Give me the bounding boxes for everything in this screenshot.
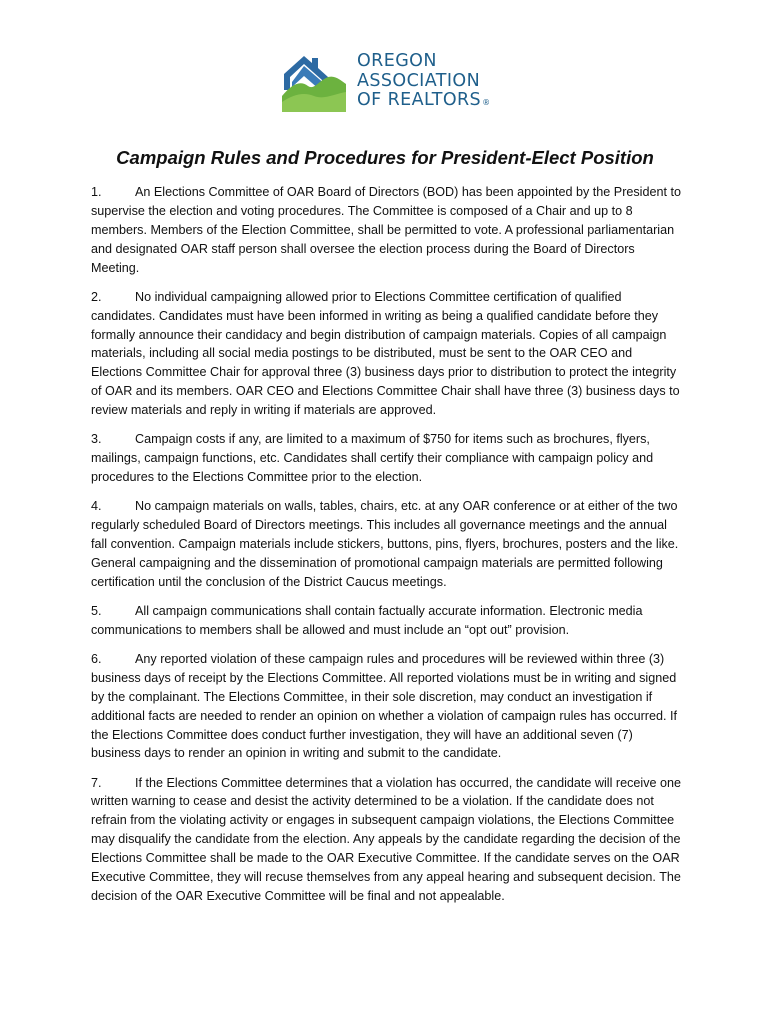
logo-wordmark: [357, 52, 490, 111]
rule-item: [91, 602, 686, 640]
rule-number: 4.: [91, 499, 102, 514]
rule-item: [91, 650, 686, 763]
rule-text: An Elections Committee of OAR Board of Directors (BOD) has been appointed by the President to supervise the election and voting procedures. The Committee is composed of a Chair and up to 8 members. Members of the Election Committee, shall be permitted to vote. A professional parliamentarian and designated OAR staff person shall oversee the election process during the Board of Directors Meeting.: [91, 185, 681, 275]
logo-line-association: ASSOCIATION: [357, 70, 481, 91]
rule-number: 7.: [91, 775, 102, 790]
rule-item: [91, 774, 686, 906]
house-mountain-logo-icon: [282, 50, 346, 112]
rule-item: [91, 288, 686, 420]
rule-number: 2.: [91, 289, 102, 304]
rule-text: If the Elections Committee determines that a violation has occurred, the candidate will receive one written warning to cease and desist the activity determined to be a violation. If the candidate does not refrain from the violating activity or engages in subsequent campaign violations, the Elections Committee may disqualify the candidate from the election. Any appeals by the candidate regarding the decision of the Elections Committee shall be made to the OAR Executive Committee. If the candidate serves on the OAR Executive Committee, they will recuse themselves from any appeal hearing and subsequent decision. The decision of the OAR Executive Committee will be final and not appealable.: [91, 775, 682, 903]
rule-text: Any reported violation of these campaign rules and procedures will be reviewed within three (3) business days of receipt by the Elections Committee. All reported violations must be in writing and signed by the complainant. The Elections Committee, in their sole discretion, may conduct an investigation if additional facts are needed to render an opinion on whether a violation of campaign rules has occurred. If the Elections Committee does conduct further investigation, they will have an additional seven (7) business days to render an opinion in writing and submit to the candidate.: [91, 651, 677, 761]
rule-item: [91, 183, 686, 278]
rule-text: No campaign materials on walls, tables, chairs, etc. at any OAR conference or at either of the two regularly scheduled Board of Directors meetings. This includes all governance meetings and the annual fall convention. Campaign materials include stickers, buttons, pins, flyers, brochures, posters and the like. General campaigning and the dissemination of promotional campaign materials are permitted following certification until the conclusion of the District Caucus meetings.: [91, 499, 679, 589]
rule-number: 6.: [91, 651, 102, 666]
logo-line-oregon: OREGON: [357, 51, 437, 71]
rule-text: No individual campaigning allowed prior to Elections Committee certification of qualified candidates. Candidates must have been informed in writing as being a qualified candidate before they formally announce their candidacy and begin distribution of campaign materials. Copies of all campaign materials, including all social media postings to be distributed, must be sent to the OAR CEO and Elections Committee Chair for approval three (3) business days prior to distribution to protect the integrity of OAR and its members. OAR CEO and Elections Committee Chair shall have three (3) business days to review materials and reply in writing if materials are approved.: [91, 289, 680, 418]
registered-mark: ®: [482, 98, 491, 107]
rule-item: [91, 497, 686, 592]
rule-text: All campaign communications shall contain factually accurate information. Electronic media communications to members shall be allowed and must include an “opt out” provision.: [91, 603, 643, 637]
rule-number: 5.: [91, 603, 102, 618]
rule-item: [91, 430, 686, 487]
rule-number: 3.: [91, 432, 102, 447]
logo-line-of-realtors: OF REALTORS®: [357, 90, 491, 110]
document-title: Campaign Rules and Procedures for President-Elect Position: [116, 147, 654, 168]
oar-logo: [282, 48, 502, 114]
rule-number: 1.: [91, 185, 102, 199]
rules-list: [91, 183, 686, 916]
rule-text: Campaign costs if any, are limited to a maximum of $750 for items such as brochures, flyers, mailings, campaign functions, etc. Candidates shall certify their compliance with campaign policy and procedures to the Elections Committee prior to the election.: [91, 432, 654, 485]
